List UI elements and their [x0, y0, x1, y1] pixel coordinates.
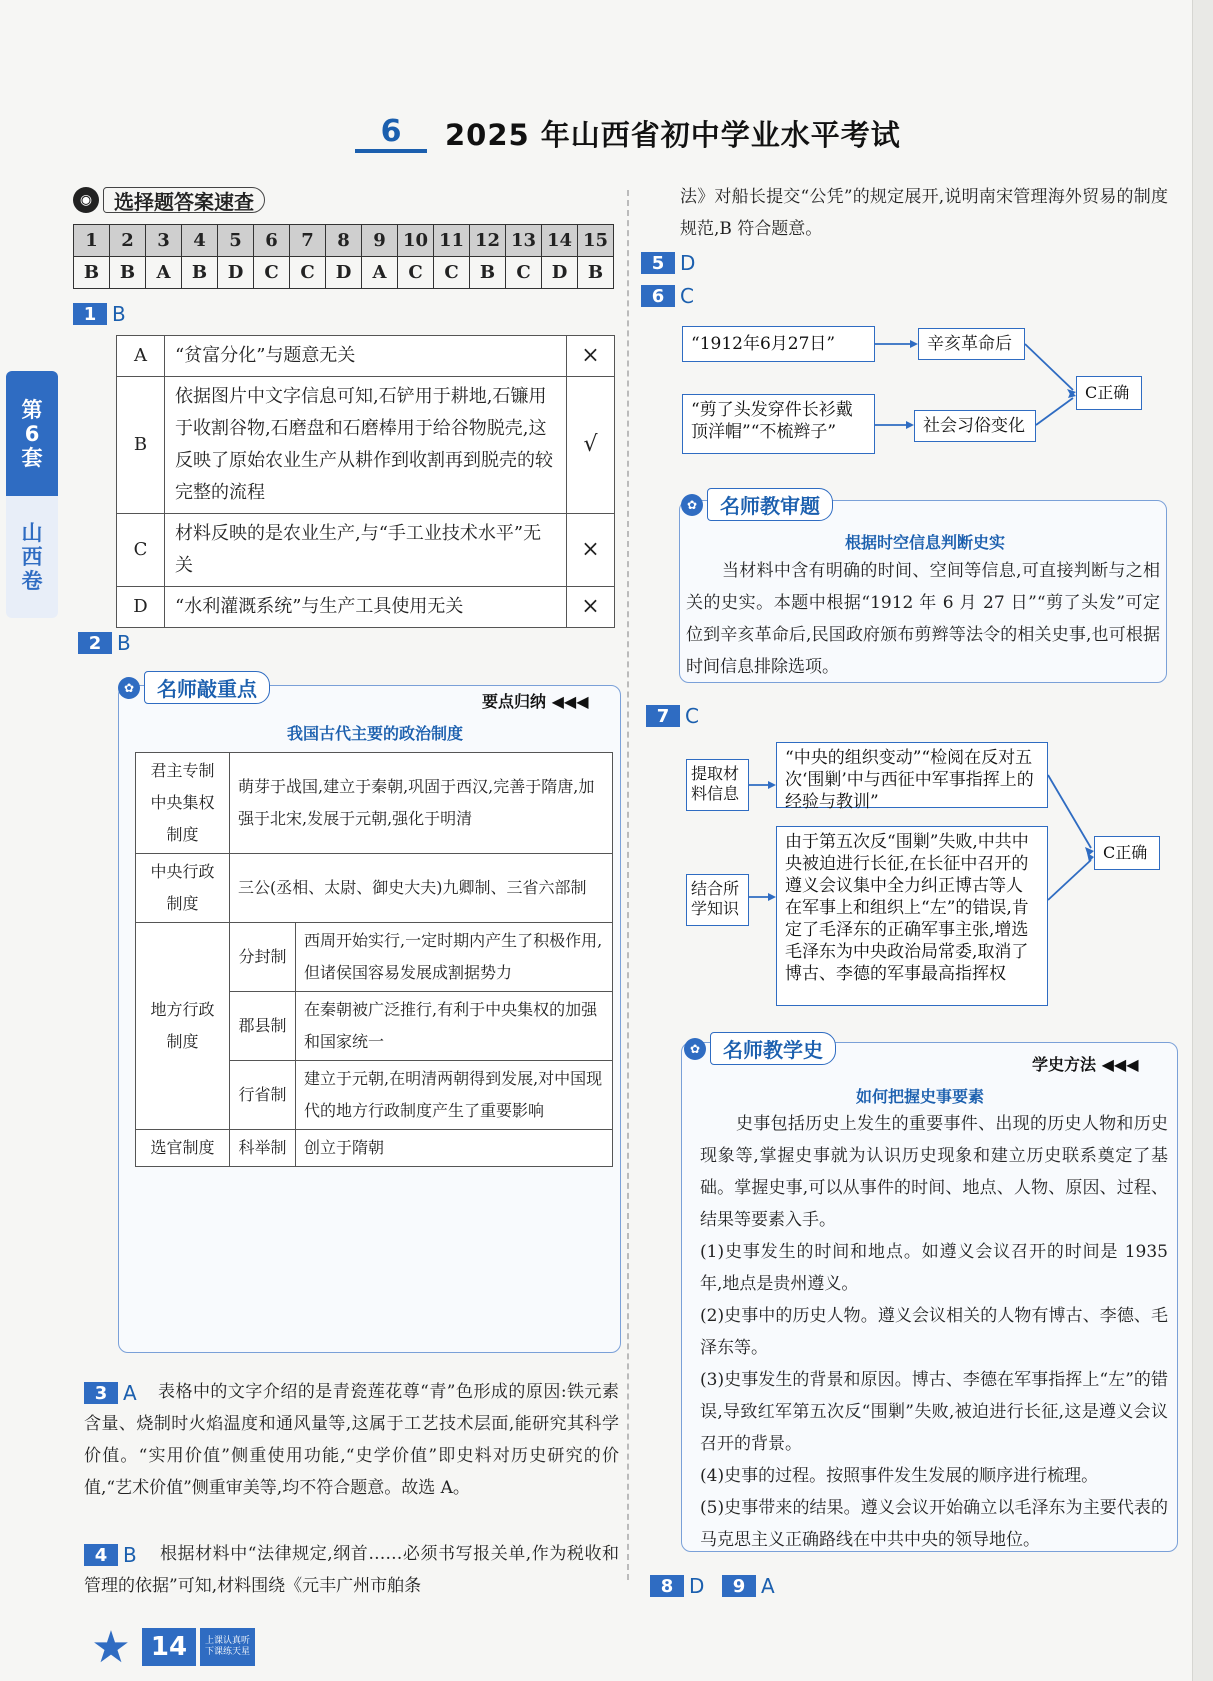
answer-key-answer: C — [290, 257, 326, 289]
answer-key-number: 4 — [182, 225, 218, 257]
side-tab-set[interactable] — [6, 371, 58, 496]
question-6-header — [641, 284, 694, 308]
question-answer: D — [680, 251, 696, 275]
table-title: 我国古代主要的政治制度 — [286, 724, 463, 743]
option-letter: D — [117, 587, 165, 628]
question-1-analysis-table — [116, 335, 615, 628]
side-tab-line: 第 — [21, 397, 43, 422]
flow-box-after-revolution: 辛亥革命后 — [918, 328, 1025, 360]
question-number: 3 — [84, 1382, 118, 1404]
option-analysis: “水利灌溉系统”与生产工具使用无关 — [165, 587, 567, 628]
flow-box-extract-info: 提取材料信息 — [686, 759, 749, 811]
teacher-icon: ✿ — [118, 677, 140, 699]
flow-box-date: “1912年6月27日” — [682, 326, 875, 362]
answer-key-answer: A — [362, 257, 398, 289]
answer-key-number: 13 — [506, 225, 542, 257]
row-text: 建立于元朝,在明清两朝得到发展,对中国现代的地方行政制度产生了重要影响 — [296, 1061, 613, 1130]
question-number: 9 — [722, 1575, 756, 1597]
method-point-5: (5)史事带来的结果。遵义会议开始确立以毛泽东为主要代表的马克思主义正确路线在中共中央的领导地位。 — [700, 1498, 1168, 1550]
method-point-3: (3)史事发生的背景和原因。博古、李德在军事指挥上“左”的错误,导致红军第五次反“围剿”失败,被迫进行长征,这是遵义会议召开的背景。 — [700, 1370, 1168, 1454]
page-header — [355, 110, 901, 156]
row-text: 在秦朝被广泛推行,有利于中央集权的加强和国家统一 — [296, 992, 613, 1061]
side-tab-line: 西 — [21, 545, 43, 569]
flow-box-custom-change: 社会习俗变化 — [914, 410, 1036, 442]
answer-key-answer: D — [326, 257, 362, 289]
row-head: 地方行政制度 — [136, 923, 230, 1130]
option-letter: B — [117, 377, 165, 514]
political-system-table — [135, 752, 613, 1167]
answer-key-number: 11 — [434, 225, 470, 257]
motto-line: 上课认真听 — [205, 1636, 251, 1646]
motto-line: 下课练天星 — [205, 1647, 251, 1657]
row-sub-head: 分封制 — [230, 923, 296, 992]
star-logo-icon: ★ — [91, 1621, 131, 1673]
answer-key-answer: B — [110, 257, 146, 289]
method-intro: 史事包括历史上发生的重要事件、出现的历史人物和历史现象等,掌握史事就为认识历史现象和建立历史联系奠定了基础。掌握史事,可以从事件的时间、地点、人物、原因、过程、结果等要素入手。 — [700, 1114, 1168, 1230]
question-number: 7 — [646, 705, 680, 727]
question-answer: B — [112, 302, 126, 326]
question-answer: C — [680, 284, 694, 308]
option-letter: C — [117, 514, 165, 587]
flow-box-result: C正确 — [1076, 376, 1142, 410]
answer-key-answer: D — [218, 257, 254, 289]
method-label-text: 学史方法 — [1032, 1055, 1097, 1074]
answer-key-answer: B — [578, 257, 614, 289]
question-answer: A — [761, 1574, 775, 1598]
answer-key-table — [73, 224, 614, 289]
question-answer: D — [689, 1574, 705, 1598]
box-label: 名师敲重点 — [144, 671, 270, 704]
key-points-tag — [118, 671, 270, 704]
row-head: 选官制度 — [136, 1130, 230, 1167]
question-number: 8 — [650, 1575, 684, 1597]
method-label — [1032, 1052, 1139, 1075]
row-text: 西周开始实行,一定时期内产生了积极作用,但诸侯国容易发展成割据势力 — [296, 923, 613, 992]
answer-key-number: 8 — [326, 225, 362, 257]
flow-box-result: C正确 — [1094, 836, 1160, 870]
option-mark: √ — [567, 377, 615, 514]
set-number: 6 — [355, 113, 427, 153]
answer-key-header — [73, 186, 265, 214]
question-9-header — [722, 1574, 775, 1598]
page-number: 14 — [142, 1628, 196, 1666]
answer-key-answer: B — [74, 257, 110, 289]
question-answer: C — [685, 704, 699, 728]
question-number: 1 — [73, 303, 107, 325]
method-point-2: (2)史事中的历史人物。遵义会议相关的人物有博古、李德、毛泽东等。 — [700, 1306, 1168, 1358]
headphone-icon: ◉ — [73, 187, 99, 213]
answer-key-number: 10 — [398, 225, 434, 257]
answer-key-number: 15 — [578, 225, 614, 257]
side-tab-region[interactable] — [6, 496, 58, 618]
side-tab-line: 套 — [21, 445, 43, 470]
question-answer: B — [123, 1543, 137, 1567]
answer-key-answer: D — [542, 257, 578, 289]
page-edge — [1192, 0, 1213, 1681]
option-letter: A — [117, 336, 165, 377]
triangle-arrows-icon: ◀◀◀ — [546, 692, 589, 711]
answer-key-answer: C — [434, 257, 470, 289]
option-analysis: 依据图片中文字信息可知,石铲用于耕地,石镰用于收割谷物,石磨盘和石磨棒用于给谷物脱壳,这反映了原始农业生产从耕作到收割再到脱壳的较完整的流程 — [165, 377, 567, 514]
answer-key-number: 2 — [110, 225, 146, 257]
footer-motto — [200, 1628, 255, 1666]
key-point-text: 要点归纳 — [482, 692, 547, 711]
option-mark: × — [567, 514, 615, 587]
row-head: 君主专制中央集权制度 — [136, 753, 230, 854]
row-text: 三公(丞相、太尉、御史大夫)九卿制、三省六部制 — [230, 854, 613, 923]
question-7-header — [646, 704, 699, 728]
row-head: 中央行政制度 — [136, 854, 230, 923]
question-number: 5 — [641, 252, 675, 274]
question-8-header — [650, 1574, 704, 1598]
answer-key-answer: C — [506, 257, 542, 289]
answer-key-answer: A — [146, 257, 182, 289]
row-sub-head: 行省制 — [230, 1061, 296, 1130]
column-divider — [627, 190, 629, 1580]
answer-key-number: 5 — [218, 225, 254, 257]
question-1-header — [73, 302, 126, 326]
page-title: 2025 年山西省初中学业水平考试 — [445, 117, 901, 152]
question-5-header — [641, 251, 695, 275]
flow-box-hairstyle: “剪了头发穿件长衫戴顶洋帽”“不梳辫子” — [682, 394, 875, 454]
flow-box-material-info: “中央的组织变动”“检阅在反对五次‘围剿’中与西征中军事指挥上的经验与教训” — [776, 742, 1048, 808]
question-number: 6 — [641, 285, 675, 307]
answer-key-number: 12 — [470, 225, 506, 257]
review-body: 当材料中含有明确的时间、空间等信息,可直接判断与之相关的史实。本题中根据“1912 年 6 月 27 日”“剪了头发”可定位到辛亥革命后,民国政府颁布剪辫等法令的相关史事,也可根据时间信息排除选项。 — [686, 561, 1160, 677]
question-number: 2 — [78, 632, 112, 654]
answer-key-answer: B — [182, 257, 218, 289]
answer-key-answer: C — [254, 257, 290, 289]
row-sub-head: 科举制 — [230, 1130, 296, 1167]
exam-review-tag — [681, 488, 833, 521]
question-answer: B — [117, 631, 131, 655]
row-text: 创立于隋朝 — [296, 1130, 613, 1167]
history-method-tag — [684, 1032, 836, 1065]
answer-key-number: 6 — [254, 225, 290, 257]
flow-box-zunyi-detail: 由于第五次反“围剿”失败,中共中央被迫进行长征,在长征中召开的遵义会议集中全力纠正博古等人在军事上和组织上“左”的错误,肯定了毛泽东的正确军事主张,增选毛泽东为中央政治局常委,取消了博古、李德的军事最高指挥权 — [776, 826, 1048, 1006]
side-tab-line: 卷 — [21, 569, 43, 593]
answer-key-number: 9 — [362, 225, 398, 257]
method-subtitle: 如何把握史事要素 — [855, 1087, 984, 1106]
side-tab-line: 6 — [24, 421, 40, 446]
box-label: 名师教学史 — [710, 1032, 836, 1065]
question-3-explanation: 表格中的文字介绍的是青瓷莲花尊“青”色形成的原因:铁元素含量、烧制时火焰温度和通风量等,这属于工艺技术层面,能研究其科学价值。“实用价值”侧重使用功能,“史学价值”即史料对历史研究的价值,“艺术价值”侧重审美等,均不符合题意。故选 A。 — [84, 1382, 619, 1498]
page-footer — [82, 1622, 255, 1672]
side-tab-line: 山 — [21, 521, 43, 545]
row-sub-head: 郡县制 — [230, 992, 296, 1061]
answer-key-answer: B — [470, 257, 506, 289]
answer-key-label: 选择题答案速查 — [103, 187, 265, 213]
answer-key-answer: C — [398, 257, 434, 289]
method-point-1: (1)史事发生的时间和地点。如遵义会议召开的时间是 1935 年,地点是贵州遵义。 — [700, 1242, 1168, 1294]
row-text: 萌芽于战国,建立于秦朝,巩固于西汉,完善于隋唐,加强于北宋,发展于元朝,强化于明清 — [230, 753, 613, 854]
review-subtitle: 根据时空信息判断史实 — [844, 533, 1005, 552]
answer-key-number: 3 — [146, 225, 182, 257]
option-mark: × — [567, 587, 615, 628]
question-2-header — [78, 631, 131, 655]
option-analysis: “贫富分化”与题意无关 — [165, 336, 567, 377]
teacher-icon: ✿ — [684, 1038, 706, 1060]
option-mark: × — [567, 336, 615, 377]
option-analysis: 材料反映的是农业生产,与“手工业技术水平”无关 — [165, 514, 567, 587]
answer-key-number: 7 — [290, 225, 326, 257]
teacher-icon: ✿ — [681, 494, 703, 516]
question-4-explanation-continued: 法》对船长提交“公凭”的规定展开,说明南宋管理海外贸易的制度规范,B 符合题意。 — [680, 187, 1168, 239]
question-4-explanation: 根据材料中“法律规定,纲首……必须书写报关单,作为税收和管理的依据”可知,材料围绕《元丰广州市舶条 — [84, 1544, 619, 1596]
question-number: 4 — [84, 1544, 118, 1566]
flow-box-knowledge: 结合所学知识 — [686, 874, 749, 926]
answer-key-number: 14 — [542, 225, 578, 257]
method-point-4: (4)史事的过程。按照事件发生发展的顺序进行梳理。 — [700, 1466, 1099, 1486]
question-answer: A — [123, 1381, 137, 1405]
key-point-label — [482, 689, 589, 712]
triangle-arrows-icon: ◀◀◀ — [1096, 1055, 1139, 1074]
box-label: 名师教审题 — [707, 488, 833, 521]
answer-key-number: 1 — [74, 225, 110, 257]
